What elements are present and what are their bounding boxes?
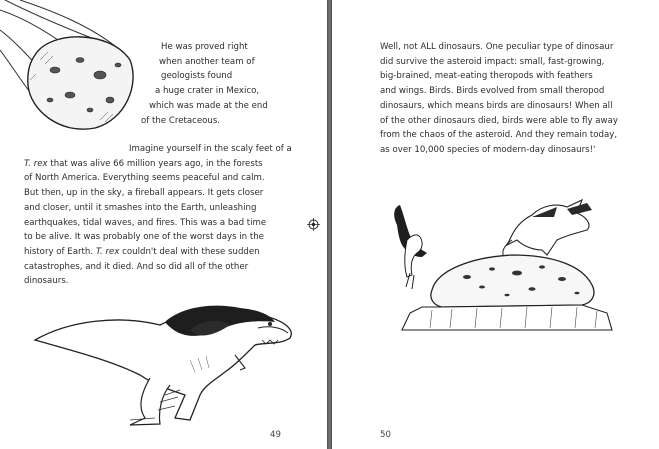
- right-page: [332, 0, 659, 449]
- text-line: But then, up in the sky, a fireball appears. It gets closer: [24, 188, 264, 199]
- text-line: which was made at the end: [149, 100, 268, 111]
- left-page: [0, 0, 327, 449]
- text-line: history of Earth. T. rex couldn't deal with these sudden: [24, 246, 260, 257]
- text-line: when another team of: [159, 56, 255, 67]
- text-line: Well, not ALL dinosaurs. One peculiar type of dinosaur: [380, 42, 614, 52]
- text-line: catastrophes, and it died. And so did all of the other: [24, 261, 249, 272]
- text-line: dinosaurs.: [24, 276, 69, 287]
- text-line: from the chaos of the asteroid. And they remain today,: [380, 130, 618, 141]
- text-line: as over 10,000 species of modern-day dinosaurs!': [380, 144, 596, 155]
- text-line: dinosaurs, which means birds are dinosaurs! When all: [380, 100, 613, 111]
- text-line: of the Cretaceous.: [141, 115, 221, 126]
- page-number: 49: [270, 430, 281, 440]
- trex-paragraph: [24, 142, 292, 289]
- text-line: did survive the asteroid impact: small, fast-growing,: [380, 56, 605, 67]
- text-line: of the other dinosaurs died, birds were able to fly away: [380, 115, 618, 126]
- text-line: Imagine yourself in the scaly feet of a: [129, 144, 292, 154]
- text-line: to be alive. It was probably one of the worst days in the: [24, 232, 264, 243]
- text-line: T. rex that was alive 66 million years ago, in the forests: [24, 158, 263, 169]
- trex-illustration: [30, 300, 300, 430]
- birds-paragraph: [380, 40, 618, 158]
- crater-paragraph: [140, 40, 268, 128]
- text-line: geologists found: [161, 71, 233, 82]
- page-number: 50: [380, 430, 391, 440]
- text-line: of North America. Everything seems peaceful and calm.: [24, 173, 265, 184]
- registration-mark-icon: [307, 218, 320, 231]
- text-line: He was proved right: [161, 42, 248, 52]
- text-line: and wings. Birds. Birds evolved from small theropod: [380, 86, 605, 97]
- text-line: a huge crater in Mexico,: [155, 86, 260, 97]
- meteor-illustration: [0, 0, 150, 140]
- text-line: big-brained, meat-eating theropods with feathers: [380, 71, 593, 82]
- text-line: earthquakes, tidal waves, and fires. This was a bad time: [24, 217, 267, 228]
- crater-birds-illustration: [382, 195, 622, 355]
- text-line: and closer, until it smashes into the Earth, unleashing: [24, 202, 257, 213]
